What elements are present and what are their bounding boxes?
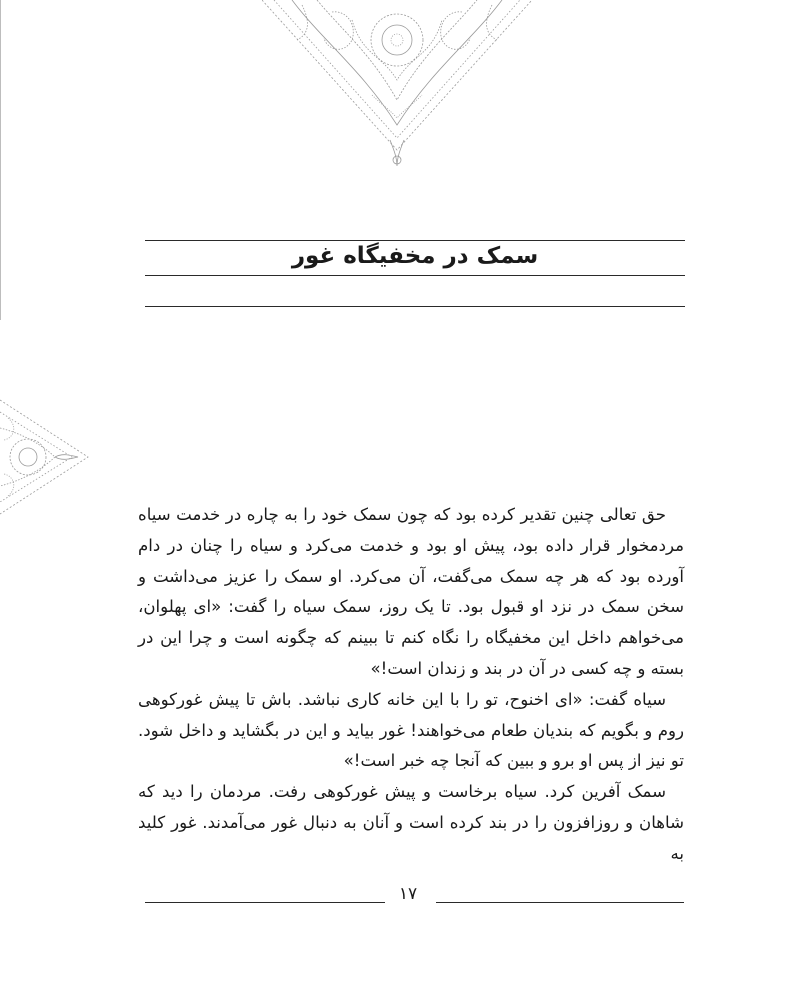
title-bottom-rule [145,275,685,276]
footer-rule-left [145,902,385,903]
chapter-title: سمک در مخفیگاه غور [291,243,539,269]
paragraph-2: سیاه گفت: «ای اخنوح، تو را با این خانه کاری نباشد. باش تا پیش غورکوهی روم و بگویم که بندیان طعام می‌خواهند! غور بیاید و این در بگشاید و داخل شود. تو نیز از پس او برو و ببین که آنجا چه خبر است!» [138,689,684,771]
page-number: ۱۷ [398,884,418,904]
paragraph-1: حق تعالی چنین تقدیر کرده بود که چون سمک خود را به چاره در خدمت سیاه مردمخوار قرار داده بود، پیش او بود و خدمت می‌کرد و سیاه را چنان در دام آورده بود که هر چه سمک می‌گفت، آن می‌کرد. او سمک را عزیز می‌داشت و سخن سمک در نزد او قبول بود. تا یک روز، سمک سیاه را گفت: «ای پهلوان، می‌خواهم داخل این مخفیگاه را نگاه کنم تا ببینم که چگونه است و چرا این در بسته و چه کسی در آن در بند و زندان است!» [138,505,684,678]
body-text [138,500,684,870]
page-edge-line [0,0,1,320]
ornament-top-decoration [262,0,532,168]
paragraph-3: سمک آفرین کرد. سیاه برخاست و پیش غورکوهی رفت. مردمان را دید که شاهان و روزافزون را در بند کرده است و آنان به دنبال غور می‌آمدند. غور کلید به [138,782,684,863]
title-lower-rule [145,306,685,307]
ornament-side-decoration [0,398,92,516]
footer-rule-right [436,902,684,903]
